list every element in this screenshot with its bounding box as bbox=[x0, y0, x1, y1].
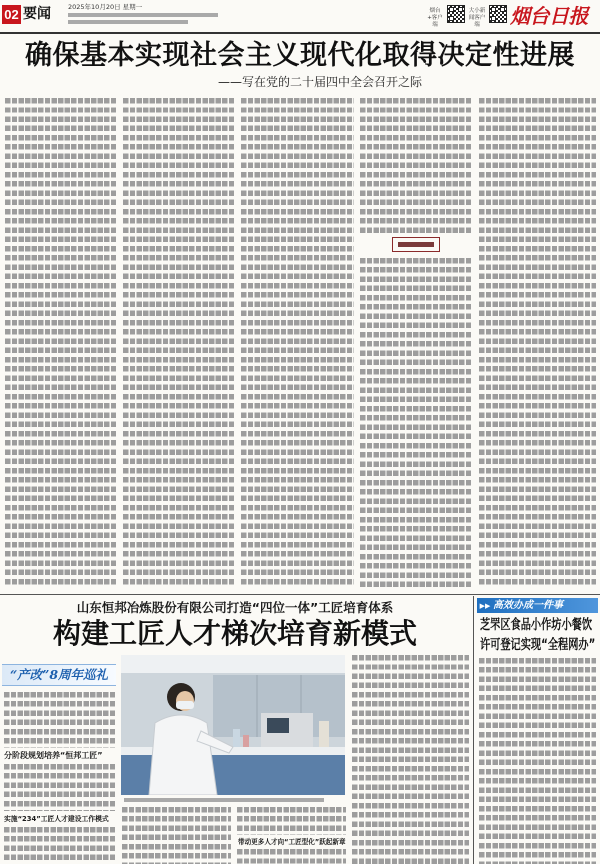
feature-body-text bbox=[351, 655, 469, 864]
feature-kicker: 山东恒邦冶炼股份有限公司打造“四位一体”工匠培育体系 bbox=[76, 600, 394, 615]
lead-body-column-5 bbox=[478, 98, 596, 588]
header-rule bbox=[0, 32, 600, 34]
insert-tag-text bbox=[398, 242, 434, 247]
side-headline-line-2: 许可登记实现“全程网办” bbox=[480, 638, 596, 653]
beaker bbox=[243, 735, 249, 747]
feature-subhead-2: 实施“234”工匠人才建设工作模式 bbox=[4, 815, 109, 823]
lead-body-column-4 bbox=[359, 98, 472, 234]
side-headline-line-1: 芝罘区食品小作坊小餐饮 bbox=[480, 618, 593, 633]
issue-date: 2025年10月20日 星期一 bbox=[68, 3, 143, 11]
beaker bbox=[233, 729, 240, 747]
feature-body-text bbox=[236, 807, 346, 835]
page-number: 02 bbox=[2, 5, 21, 24]
lead-body-column-3 bbox=[240, 98, 354, 588]
double-arrow-icon: ▶▶ bbox=[479, 602, 491, 610]
side-banner-label: 高效办成一件事 bbox=[493, 600, 563, 611]
feature-body-text bbox=[121, 807, 231, 864]
lab-coat bbox=[149, 715, 217, 795]
feature-body-text bbox=[236, 849, 346, 864]
qr-code-icon bbox=[447, 5, 465, 23]
photo-caption bbox=[124, 798, 324, 802]
side-banner bbox=[477, 598, 598, 613]
section-title: 要闻 bbox=[23, 6, 51, 22]
feature-body-text bbox=[3, 692, 116, 748]
feature-subhead-1: 分阶段规划培养“恒邦工匠” bbox=[4, 751, 103, 760]
section-divider bbox=[0, 594, 600, 595]
lead-body-column-1 bbox=[4, 98, 117, 588]
masthead-info-line bbox=[68, 20, 188, 24]
lead-body-column-2 bbox=[122, 98, 235, 588]
feature-body-text bbox=[3, 827, 116, 864]
masthead-info-line bbox=[68, 13, 218, 17]
qr-label-yantai-plus: 烟台+客户端 bbox=[427, 8, 443, 28]
qr-label-daxiao-news: 大小新闻客户端 bbox=[468, 8, 486, 28]
sample-bottle bbox=[319, 721, 329, 747]
face-mask bbox=[176, 701, 194, 709]
column-divider bbox=[473, 596, 474, 864]
lab-photo bbox=[121, 655, 345, 795]
qr-code-icon bbox=[489, 5, 507, 23]
feature-body-text bbox=[3, 764, 116, 811]
feature-headline: 构建工匠人才梯次培育新模式 bbox=[52, 617, 417, 650]
lead-headline: 确保基本实现社会主义现代化取得决定性进展 bbox=[25, 40, 575, 71]
series-tag: “产改”8周年巡礼 bbox=[2, 664, 116, 686]
equipment-screen bbox=[267, 718, 289, 733]
column-insert-tag bbox=[392, 237, 440, 252]
side-body-text bbox=[478, 658, 596, 864]
lead-body-column-4 bbox=[359, 258, 472, 588]
ceiling bbox=[121, 655, 345, 673]
feature-subhead-3: 带动更多人才向“工匠型化”跃起新章 bbox=[238, 838, 346, 846]
lead-subtitle: ——写在党的二十届四中全会召开之际 bbox=[218, 75, 423, 89]
newspaper-logo: 烟台日报 bbox=[510, 4, 588, 28]
